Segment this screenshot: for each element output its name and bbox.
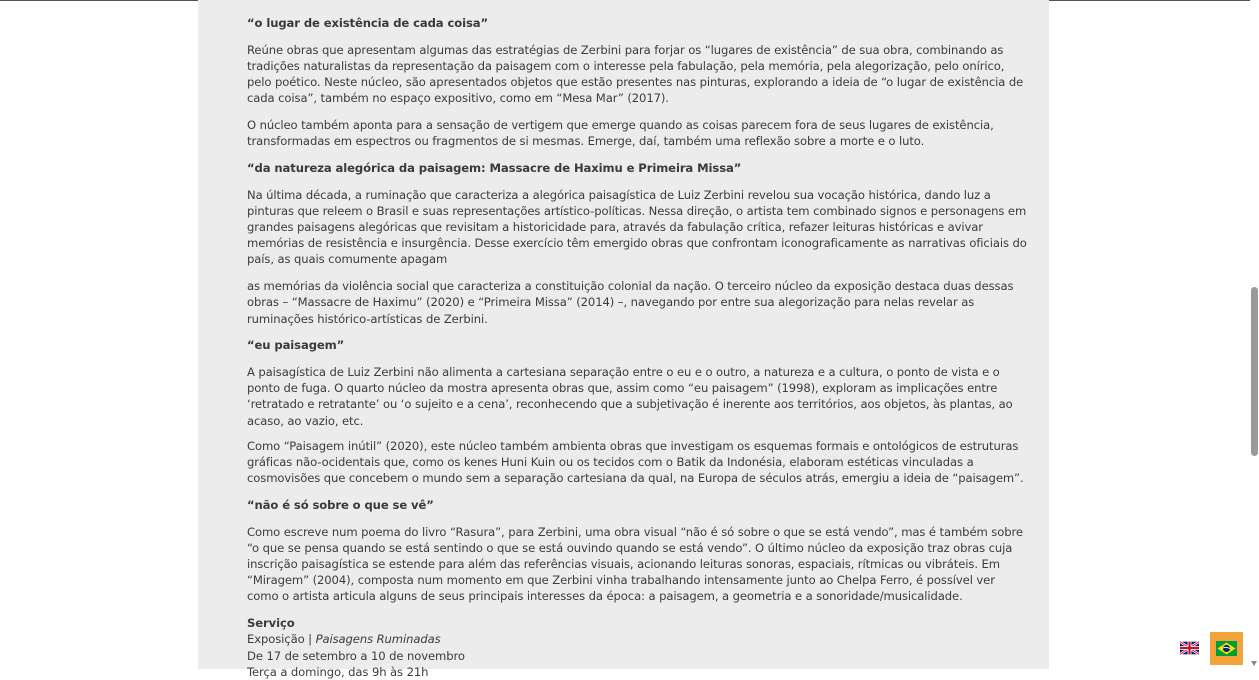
- exhibition-name: Paisagens Ruminadas: [315, 632, 441, 647]
- paragraph: O núcleo também aponta para a sensação de vertigem que emerge quando as coisas parecem fora de seus lugares de existência, transformadas em espectros ou fragmentos de si mesmas. Emerge, daí, também uma reflexão sobre a morte e o luto.: [247, 118, 994, 149]
- scroll-down-arrow-icon[interactable]: [1251, 661, 1257, 666]
- paragraph: Na última década, a ruminação que caracteriza a alegórica paisagística de Luiz Zerbini revelou sua vocação histórica, dando luz a pinturas que releem o Brasil e suas representações artístico-políticas. Nessa direção, o artista tem combinado signos e personagens em grandes paisagens alegóricas que revisitam a historicidade para, através da fabulação crítica, refazer leituras históricas e avivar memórias de resistência e insurgência. Desse exercício têm emergido obras que confrontam iconograficamente as narrativas oficiais do país, as quais comumente apagam: [247, 187, 1027, 267]
- article-body: [247, 15, 1027, 680]
- paragraph: A paisagística de Luiz Zerbini não alimenta a cartesiana separação entre o eu e o outro, a natureza e a cultura, o ponto de vista e o ponto de fuga. O quarto núcleo da mostra apresenta obras que, assim como “eu paisagem” (1998), exploram as implicações entre ‘retratado e retratante’ ou ‘o sujeito e a cena’, reconhecendo que a subjetivação é inerente aos territórios, aos objetos, às plantas, ao acaso, ao vazio, etc.: [247, 364, 1013, 428]
- paragraph: Reúne obras que apresentam algumas das estratégias de Zerbini para forjar os “lugares de existência” de sua obra, combinando as tradições naturalistas da representação da paisagem com o interesse pela fabulação, pela memória, pela alegorização, pelo onírico, pelo poético. Neste núcleo, são apresentados objetos que estão presentes nas pinturas, explorando a ideia de “o lugar de existência de cada coisa”, também no espaço expositivo, como em “Mesa Mar” (2017).: [247, 42, 1024, 106]
- exhibition-prefix: Exposição |: [247, 632, 316, 647]
- article-content: [198, 0, 1049, 679]
- paragraph: Como “Paisagem inútil” (2020), este núcleo também ambienta obras que investigam os esquemas formais e ontológicos de estruturas gráficas não-ocidentais que, como os kenes Huni Kuin ou os tecidos com o Batik da Indonésia, elaboram estéticas vinculadas a cosmovisões que concebem o mundo sem a separação cartesiana da qual, na Europa de séculos atrás, emergiu a ideia de “paisagem”.: [247, 438, 1024, 486]
- section-heading: “não é só sobre o que se vê”: [247, 497, 434, 512]
- section-heading: “o lugar de existência de cada coisa”: [247, 16, 489, 30]
- section-heading: “eu paisagem”: [247, 338, 345, 353]
- service-exhibition: [247, 631, 1027, 647]
- section-heading: “da natureza alegórica da paisagem: Massacre de Haximu e Primeira Missa”: [247, 160, 742, 175]
- english-flag-icon[interactable]: [1180, 640, 1199, 654]
- paragraph: as memórias da violência social que caracteriza a constituição colonial da nação. O terceiro núcleo da exposição destaca duas dessas obras – “Massacre de Haximu” (2020) e “Primeira Missa” (2014) –, navegando por entre sua alegorização para nelas revelar as ruminações histórico-artísticas de Zerbini.: [247, 279, 1014, 326]
- page-scrollbar[interactable]: [1250, 0, 1259, 669]
- brazil-flag-icon: [1216, 641, 1237, 656]
- scrollbar-thumb[interactable]: [1251, 287, 1258, 456]
- paragraph: Como escreve num poema do livro “Rasura”, para Zerbini, uma obra visual “não é só sobre o que se está vendo”, mas é também sobre “o que se pensa quando se está sentindo o que se está ouvindo quando se está vendo”. O último núcleo da exposição traz obras cuja inscrição paisagística se estende para além das referências visuais, acionando leituras sonoras, espaciais, rítmicas ou vibráteis. Em “Miragem” (2004), composta num momento em que Zerbini vinha trabalhando intensamente junto ao Chelpa Ferro, é possível ver como o artista articula alguns de seus principais interesses da época: a paisagem, a geometria e a sonoridade/musicalidade.: [247, 524, 1023, 604]
- language-pt-button[interactable]: [1210, 632, 1243, 665]
- service-hours: Terça a domingo, das 9h às 21h: [247, 664, 429, 679]
- service-title: Serviço: [247, 616, 295, 631]
- service-dates: De 17 de setembro a 10 de novembro: [247, 648, 465, 663]
